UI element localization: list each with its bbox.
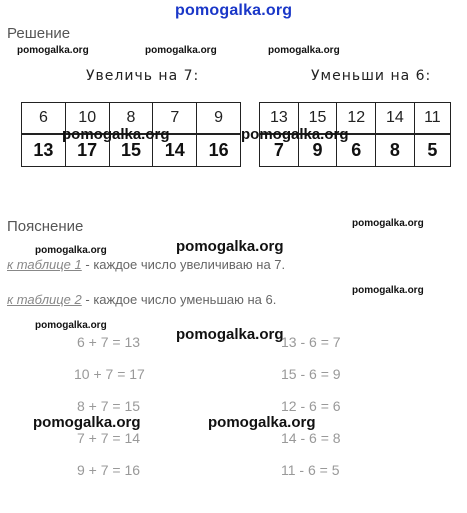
table-cell: 9 (197, 103, 241, 135)
table-cell: 17 (65, 134, 109, 167)
watermark: pomogalka.org (176, 238, 284, 255)
table2-label: Уменьши на 6: (311, 68, 432, 84)
table-cell: 12 (337, 103, 376, 135)
table-cell: 7 (260, 134, 299, 167)
table1-link[interactable]: к таблице 1 (7, 257, 82, 272)
table-cell: 13 (260, 103, 299, 135)
explanation-heading: Пояснение (7, 218, 84, 235)
watermark: pomogalka.org (145, 45, 217, 56)
table-cell: 8 (109, 103, 153, 135)
watermark: pomogalka.org (35, 245, 107, 256)
table-cell: 15 (109, 134, 153, 167)
table-cell: 6 (337, 134, 376, 167)
watermark: pomogalka.org (208, 414, 316, 431)
table-cell: 14 (153, 134, 197, 167)
equation-right: 14 - 6 = 8 (281, 430, 341, 446)
solution-heading: Решение (7, 25, 71, 42)
table-cell: 11 (414, 103, 450, 135)
explanation-line-2 (7, 292, 276, 307)
equation-left: 7 + 7 = 14 (77, 430, 141, 446)
equation-left: 8 + 7 = 15 (77, 398, 141, 414)
watermark: pomogalka.org (17, 45, 89, 56)
equation-left: 10 + 7 = 17 (74, 366, 145, 382)
table-cell: 7 (153, 103, 197, 135)
table-cell: 10 (65, 103, 109, 135)
table1-label: Увеличь на 7: (86, 68, 200, 84)
equation-right: 11 - 6 = 5 (281, 462, 340, 478)
table2-link[interactable]: к таблице 2 (7, 292, 82, 307)
table-cell: 9 (298, 134, 337, 167)
equation-right: 15 - 6 = 9 (281, 366, 341, 382)
watermark: pomogalka.org (268, 45, 340, 56)
watermark: pomogalka.org (352, 285, 424, 296)
explanation-text: - каждое число уменьшаю на 6. (81, 292, 277, 307)
equation-left: 6 + 7 = 13 (77, 334, 141, 350)
equation-left: 9 + 7 = 16 (77, 462, 141, 478)
explanation-line-1 (7, 257, 285, 272)
table-cell: 16 (197, 134, 241, 167)
table-cell: 14 (376, 103, 415, 135)
explanation-text: - каждое число увеличиваю на 7. (81, 257, 286, 272)
table-cell: 13 (22, 134, 66, 167)
equation-right: 13 - 6 = 7 (281, 334, 341, 350)
watermark: pomogalka.org (33, 414, 141, 431)
table-cell: 15 (298, 103, 337, 135)
table-cell: 5 (414, 134, 450, 167)
watermark: pomogalka.org (241, 126, 349, 143)
equation-right: 12 - 6 = 6 (281, 398, 341, 414)
watermark: pomogalka.org (62, 126, 170, 143)
watermark: pomogalka.org (352, 218, 424, 229)
watermark: pomogalka.org (35, 320, 107, 331)
watermark: pomogalka.org (176, 326, 284, 343)
site-brand[interactable]: pomogalka.org (175, 2, 293, 19)
table-cell: 6 (22, 103, 66, 135)
table-cell: 8 (376, 134, 415, 167)
